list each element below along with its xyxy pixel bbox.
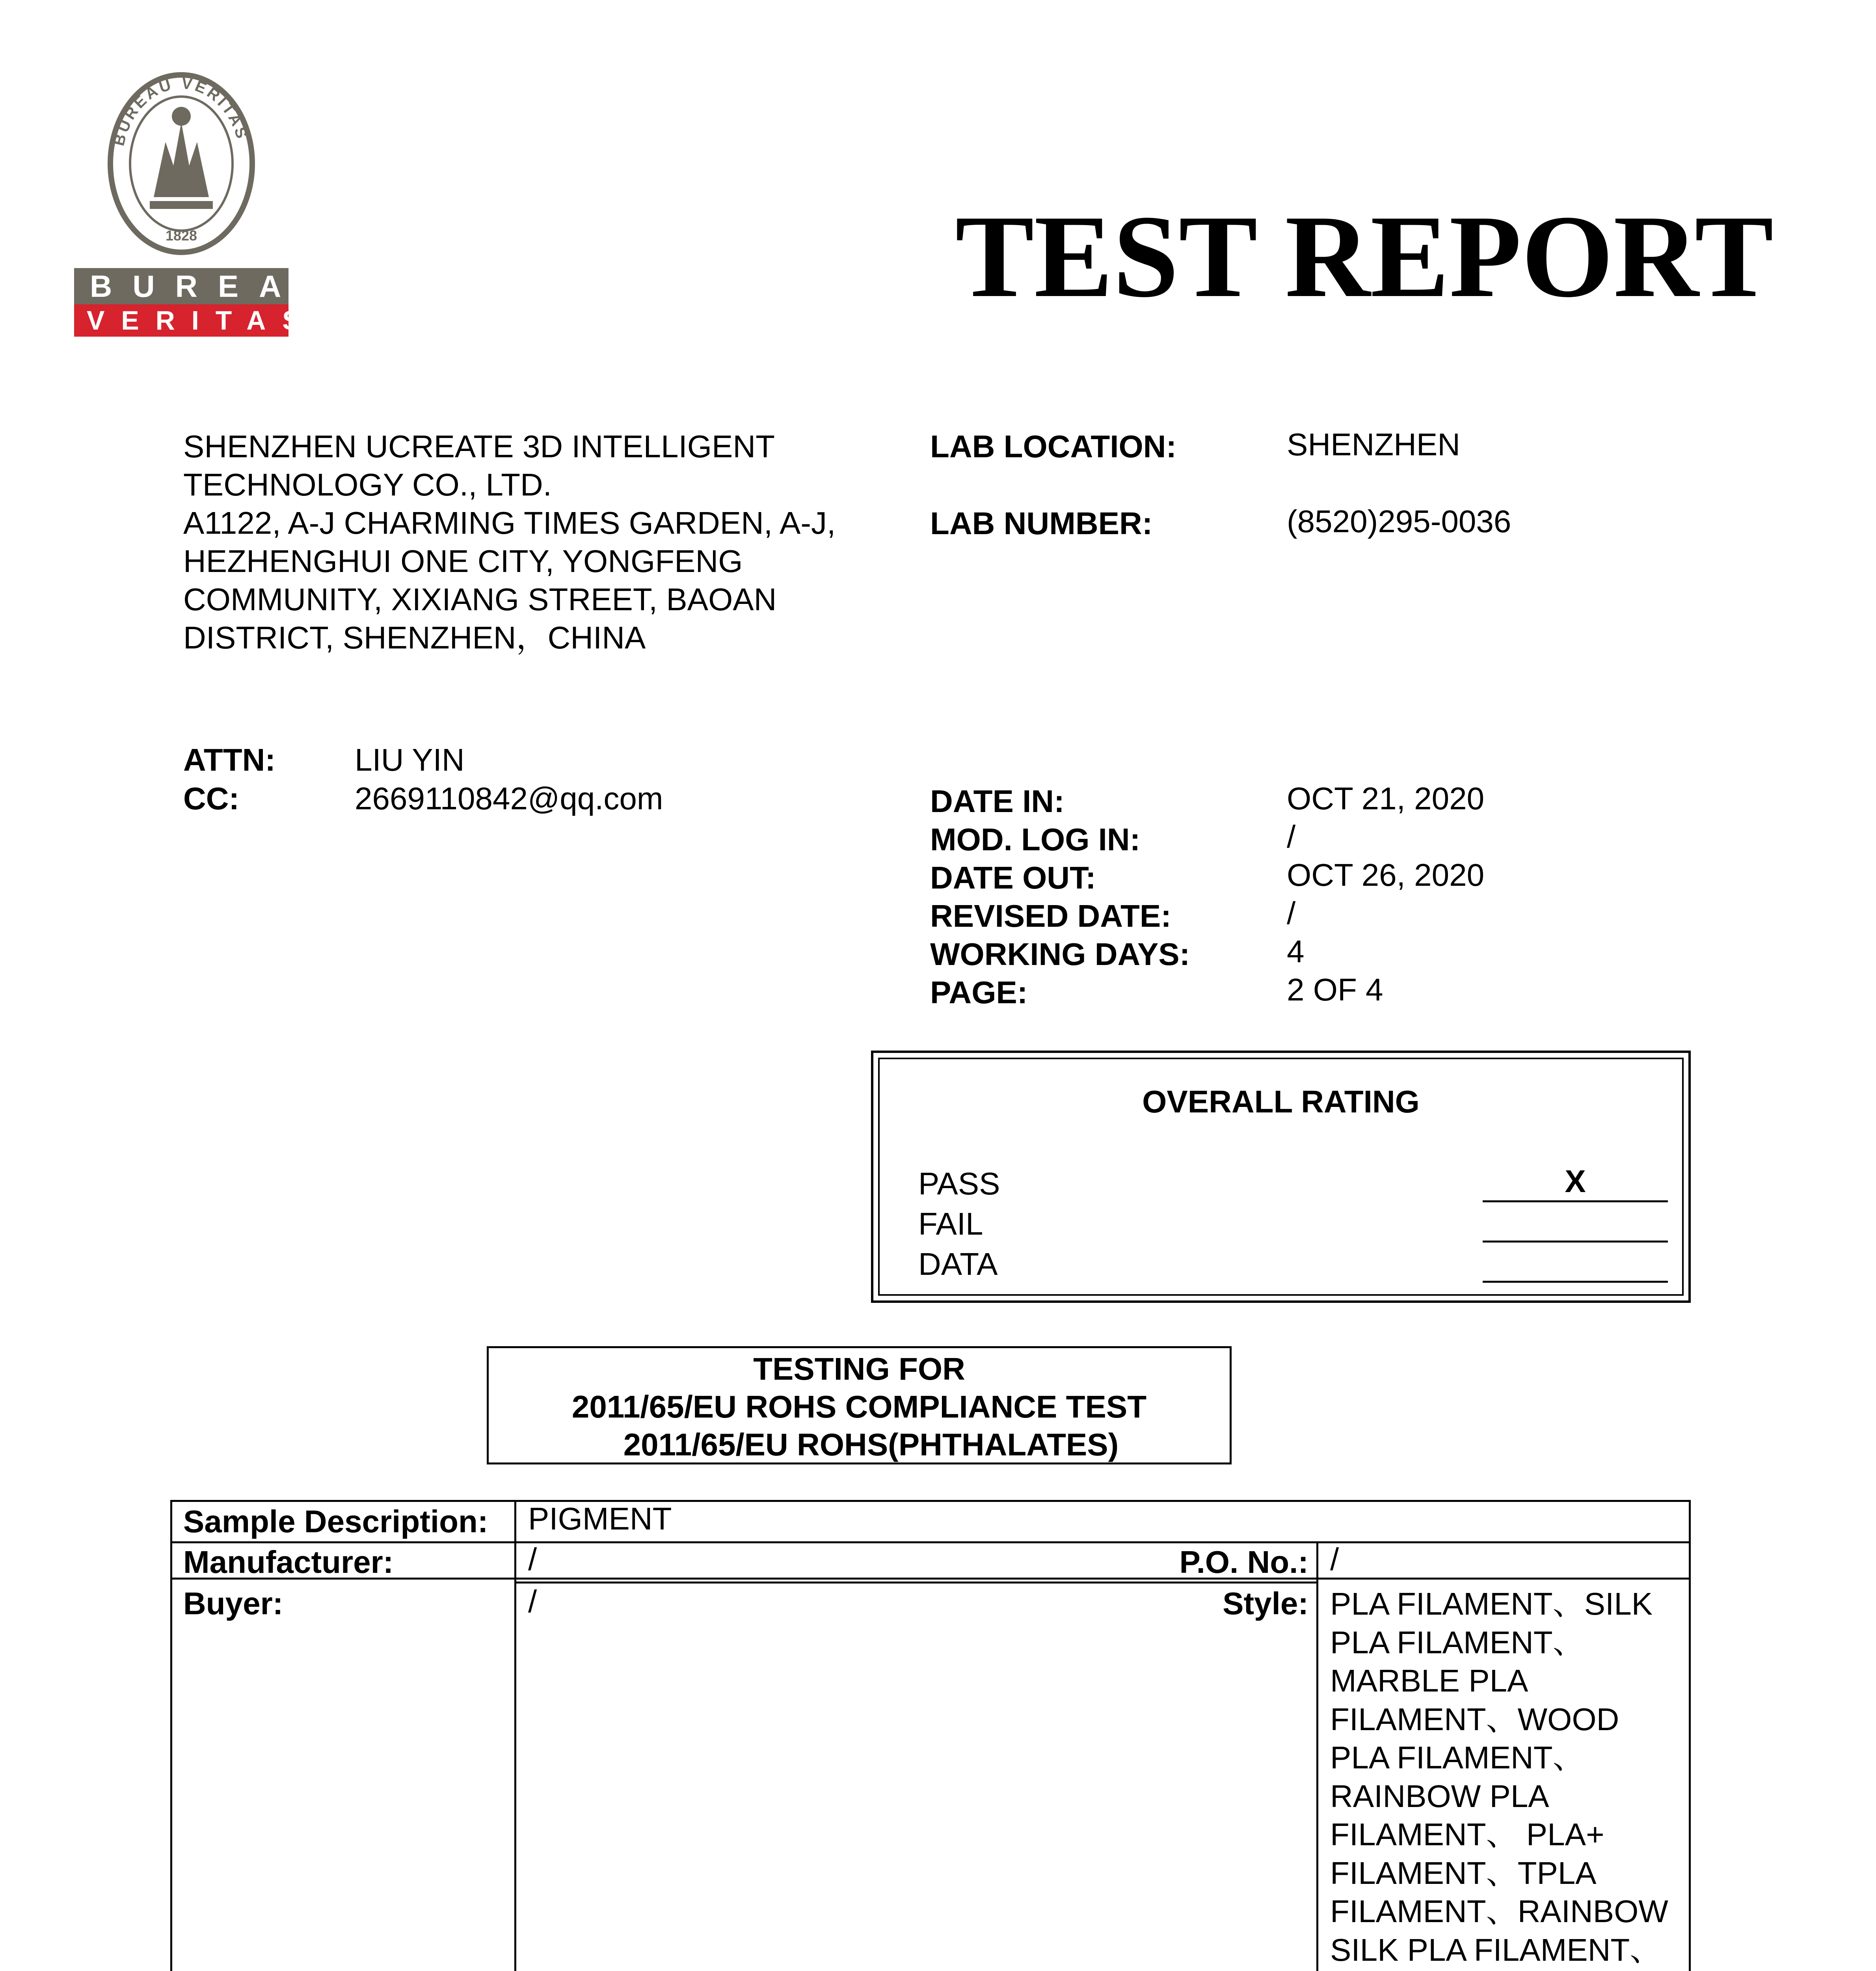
overall-rating-inner-border [878, 1058, 1684, 1296]
client-address-line-5: COMMUNITY, XIXIANG STREET, BAOAN [183, 582, 777, 617]
buyer-label: Buyer: [183, 1586, 283, 1621]
style-line: FILAMENT、 PLA+ [1330, 1817, 1604, 1852]
svg-text:BUREAU VERITAS: BUREAU VERITAS [110, 75, 251, 148]
manufacturer-label: Manufacturer: [183, 1544, 394, 1580]
bureau-veritas-seal-icon [106, 71, 256, 256]
page-value: 2 OF 4 [1287, 972, 1383, 1007]
logo-bar-bureau: BUREAU [74, 268, 288, 304]
working-days-label: WORKING DAYS: [930, 937, 1190, 972]
attn-label: ATTN: [183, 742, 275, 777]
overall-rating-box [871, 1051, 1691, 1303]
mod-log-in-label: MOD. LOG IN: [930, 822, 1141, 857]
testing-for-line-2: 2011/65/EU ROHS(PHTHALATES) [623, 1427, 1119, 1462]
table-divider-1 [170, 1541, 1691, 1543]
working-days-value: 4 [1287, 934, 1305, 969]
rating-data-label: DATA [918, 1246, 998, 1282]
sample-description-value: PIGMENT [528, 1501, 672, 1536]
date-in-label: DATE IN: [930, 784, 1065, 819]
style-line: FILAMENT、WOOD [1330, 1701, 1619, 1737]
style-value [1330, 1585, 1685, 1971]
style-line: PLA FILAMENT、SILK [1330, 1586, 1653, 1621]
table-divider-2b [516, 1582, 1316, 1584]
date-out-value: OCT 26, 2020 [1287, 857, 1485, 892]
table-col-divider-1 [514, 1500, 516, 1971]
rating-pass-label: PASS [918, 1166, 1000, 1201]
svg-text:1828: 1828 [165, 227, 197, 244]
testing-for-title: TESTING FOR [753, 1351, 965, 1386]
po-number-label: P.O. No.: [1179, 1544, 1308, 1580]
style-line: PLA FILAMENT、 [1330, 1740, 1584, 1775]
rating-fail-label: FAIL [918, 1206, 983, 1241]
client-address-line-4: HEZHENGHUI ONE CITY, YONGFENG [183, 544, 743, 579]
table-border-top [170, 1500, 1691, 1502]
style-line [1330, 1969, 1685, 1971]
style-line: PLA FILAMENT、 [1330, 1624, 1584, 1660]
po-number-value: / [1330, 1542, 1339, 1577]
attn-value: LIU YIN [355, 742, 465, 777]
revised-date-value: / [1287, 896, 1296, 931]
rating-pass-mark: X [1565, 1164, 1586, 1199]
cc-label: CC: [183, 781, 240, 816]
style-line: FILAMENT、TPLA [1330, 1855, 1597, 1891]
bureau-veritas-logo [71, 63, 344, 339]
rating-fail-line [1483, 1241, 1668, 1243]
page-label: PAGE: [930, 975, 1028, 1010]
style-line: RAINBOW PLA [1330, 1778, 1549, 1814]
lab-number-value: (8520)295-0036 [1287, 504, 1511, 539]
manufacturer-value: / [528, 1542, 537, 1577]
rating-data-line [1483, 1281, 1668, 1283]
revised-date-label: REVISED DATE: [930, 898, 1171, 933]
lab-number-label: LAB NUMBER: [930, 506, 1153, 541]
rating-pass-line [1483, 1200, 1668, 1202]
client-address-line-2: TECHNOLOGY CO., LTD. [183, 467, 552, 502]
report-title: TEST REPORT [955, 191, 1774, 322]
table-col-divider-2 [1316, 1541, 1318, 1971]
testing-for-box [487, 1346, 1232, 1464]
table-divider-2 [170, 1578, 1691, 1580]
date-out-label: DATE OUT: [930, 860, 1096, 895]
style-line: FILAMENT、RAINBOW [1330, 1894, 1668, 1929]
overall-rating-title: OVERALL RATING [1142, 1084, 1420, 1119]
mod-log-in-value: / [1287, 819, 1296, 854]
style-line: SILK PLA FILAMENT、 [1330, 1932, 1662, 1967]
client-address-line-1: SHENZHEN UCREATE 3D INTELLIGENT [183, 429, 775, 464]
testing-for-line-1: 2011/65/EU ROHS COMPLIANCE TEST [571, 1389, 1147, 1424]
client-address-line-6: DISTRICT, SHENZHEN，CHINA [183, 620, 646, 655]
lab-location-label: LAB LOCATION: [930, 429, 1177, 464]
style-line: MARBLE PLA [1330, 1663, 1528, 1698]
sample-description-label: Sample Description: [183, 1504, 488, 1539]
lab-location-value: SHENZHEN [1287, 427, 1461, 462]
table-border-left [170, 1500, 172, 1971]
table-border-right [1689, 1500, 1691, 1971]
date-in-value: OCT 21, 2020 [1287, 781, 1485, 816]
style-label: Style: [1223, 1586, 1308, 1621]
logo-bar-veritas: VERITAS [74, 304, 288, 337]
buyer-value: / [528, 1584, 537, 1619]
cc-value: 2669110842@qq.com [355, 781, 663, 816]
client-address-line-3: A1122, A-J CHARMING TIMES GARDEN, A-J, [183, 505, 836, 540]
